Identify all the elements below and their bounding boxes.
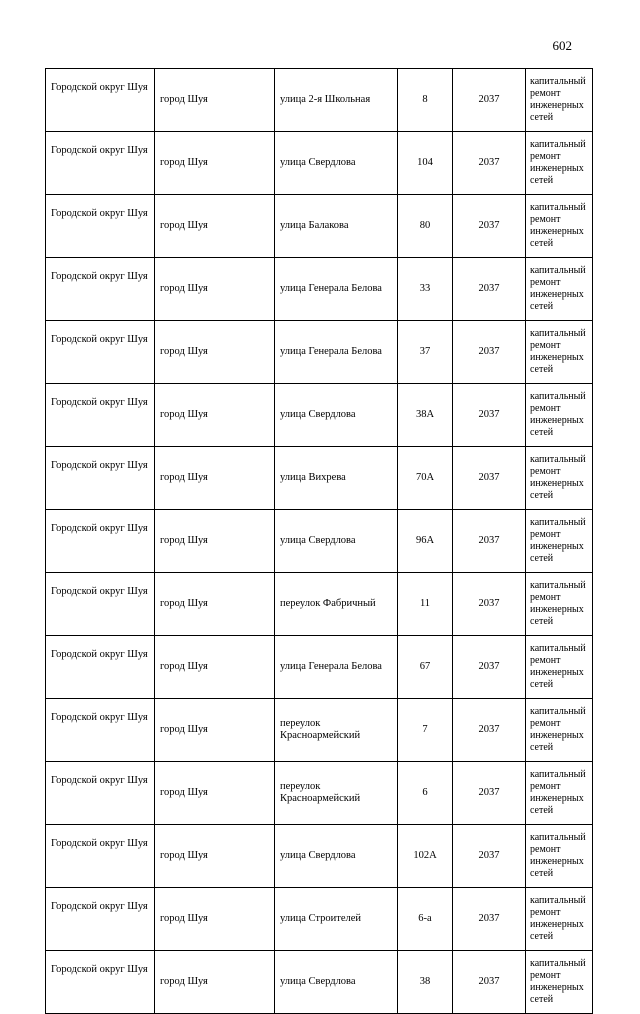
street-cell: улица Свердлова [275, 951, 398, 1014]
house-number-cell: 38 [398, 951, 453, 1014]
table-row [46, 447, 593, 510]
planned-year-cell: 2037 [453, 699, 526, 762]
house-number-cell: 8 [398, 69, 453, 132]
house-number-cell: 67 [398, 636, 453, 699]
municipality-cell: Городской округ Шуя [46, 762, 155, 825]
settlement-cell: город Шуя [155, 69, 275, 132]
street-cell: улица Генерала Белова [275, 636, 398, 699]
settlement-cell: город Шуя [155, 384, 275, 447]
street-cell: переулок Красноармейский [275, 699, 398, 762]
planned-year-cell: 2037 [453, 762, 526, 825]
work-type-cell: капитальный ремонт инженерных сетей [526, 573, 593, 636]
work-type-cell: капитальный ремонт инженерных сетей [526, 888, 593, 951]
work-type-cell: капитальный ремонт инженерных сетей [526, 447, 593, 510]
house-number-cell: 96А [398, 510, 453, 573]
planned-year-cell: 2037 [453, 195, 526, 258]
planned-year-cell: 2037 [453, 636, 526, 699]
work-type-cell: капитальный ремонт инженерных сетей [526, 510, 593, 573]
settlement-cell: город Шуя [155, 951, 275, 1014]
house-number-cell: 6 [398, 762, 453, 825]
municipality-cell: Городской округ Шуя [46, 447, 155, 510]
street-cell: улица Свердлова [275, 510, 398, 573]
municipality-cell: Городской округ Шуя [46, 195, 155, 258]
street-cell: переулок Фабричный [275, 573, 398, 636]
house-number-cell: 33 [398, 258, 453, 321]
table-row [46, 132, 593, 195]
page-number: 602 [552, 38, 572, 53]
planned-year-cell: 2037 [453, 573, 526, 636]
municipality-cell: Городской округ Шуя [46, 510, 155, 573]
settlement-cell: город Шуя [155, 573, 275, 636]
municipality-cell: Городской округ Шуя [46, 384, 155, 447]
municipality-cell: Городской округ Шуя [46, 573, 155, 636]
settlement-cell: город Шуя [155, 699, 275, 762]
settlement-cell: город Шуя [155, 762, 275, 825]
register-table [45, 68, 593, 1014]
settlement-cell: город Шуя [155, 510, 275, 573]
table-row [46, 510, 593, 573]
planned-year-cell: 2037 [453, 825, 526, 888]
street-cell: переулок Красноармейский [275, 762, 398, 825]
planned-year-cell: 2037 [453, 258, 526, 321]
municipality-cell: Городской округ Шуя [46, 636, 155, 699]
house-number-cell: 7 [398, 699, 453, 762]
house-number-cell: 104 [398, 132, 453, 195]
work-type-cell: капитальный ремонт инженерных сетей [526, 132, 593, 195]
work-type-cell: капитальный ремонт инженерных сетей [526, 384, 593, 447]
house-number-cell: 37 [398, 321, 453, 384]
street-cell: улица 2-я Школьная [275, 69, 398, 132]
house-number-cell: 80 [398, 195, 453, 258]
work-type-cell: капитальный ремонт инженерных сетей [526, 825, 593, 888]
table-row [46, 699, 593, 762]
work-type-cell: капитальный ремонт инженерных сетей [526, 699, 593, 762]
settlement-cell: город Шуя [155, 825, 275, 888]
table-row [46, 825, 593, 888]
street-cell: улица Вихрева [275, 447, 398, 510]
work-type-cell: капитальный ремонт инженерных сетей [526, 951, 593, 1014]
table-row [46, 762, 593, 825]
settlement-cell: город Шуя [155, 636, 275, 699]
planned-year-cell: 2037 [453, 69, 526, 132]
table-row [46, 384, 593, 447]
municipality-cell: Городской округ Шуя [46, 321, 155, 384]
street-cell: улица Генерала Белова [275, 258, 398, 321]
table-row [46, 258, 593, 321]
settlement-cell: город Шуя [155, 258, 275, 321]
settlement-cell: город Шуя [155, 321, 275, 384]
table-row [46, 573, 593, 636]
settlement-cell: город Шуя [155, 888, 275, 951]
municipality-cell: Городской округ Шуя [46, 951, 155, 1014]
house-number-cell: 6-а [398, 888, 453, 951]
settlement-cell: город Шуя [155, 132, 275, 195]
planned-year-cell: 2037 [453, 888, 526, 951]
planned-year-cell: 2037 [453, 951, 526, 1014]
street-cell: улица Свердлова [275, 132, 398, 195]
settlement-cell: город Шуя [155, 447, 275, 510]
work-type-cell: капитальный ремонт инженерных сетей [526, 762, 593, 825]
table-row [46, 951, 593, 1014]
planned-year-cell: 2037 [453, 321, 526, 384]
municipality-cell: Городской округ Шуя [46, 825, 155, 888]
table-row [46, 321, 593, 384]
street-cell: улица Свердлова [275, 825, 398, 888]
street-cell: улица Генерала Белова [275, 321, 398, 384]
work-type-cell: капитальный ремонт инженерных сетей [526, 636, 593, 699]
house-number-cell: 11 [398, 573, 453, 636]
municipality-cell: Городской округ Шуя [46, 699, 155, 762]
work-type-cell: капитальный ремонт инженерных сетей [526, 69, 593, 132]
street-cell: улица Балакова [275, 195, 398, 258]
work-type-cell: капитальный ремонт инженерных сетей [526, 321, 593, 384]
table-row [46, 888, 593, 951]
house-number-cell: 70А [398, 447, 453, 510]
work-type-cell: капитальный ремонт инженерных сетей [526, 195, 593, 258]
municipality-cell: Городской округ Шуя [46, 888, 155, 951]
planned-year-cell: 2037 [453, 132, 526, 195]
table-row [46, 636, 593, 699]
planned-year-cell: 2037 [453, 384, 526, 447]
municipality-cell: Городской округ Шуя [46, 69, 155, 132]
street-cell: улица Свердлова [275, 384, 398, 447]
planned-year-cell: 2037 [453, 447, 526, 510]
municipality-cell: Городской округ Шуя [46, 132, 155, 195]
house-number-cell: 102А [398, 825, 453, 888]
house-number-cell: 38А [398, 384, 453, 447]
table-row [46, 195, 593, 258]
register-table-body [46, 69, 593, 1014]
municipality-cell: Городской округ Шуя [46, 258, 155, 321]
work-type-cell: капитальный ремонт инженерных сетей [526, 258, 593, 321]
table-row [46, 69, 593, 132]
settlement-cell: город Шуя [155, 195, 275, 258]
street-cell: улица Строителей [275, 888, 398, 951]
planned-year-cell: 2037 [453, 510, 526, 573]
